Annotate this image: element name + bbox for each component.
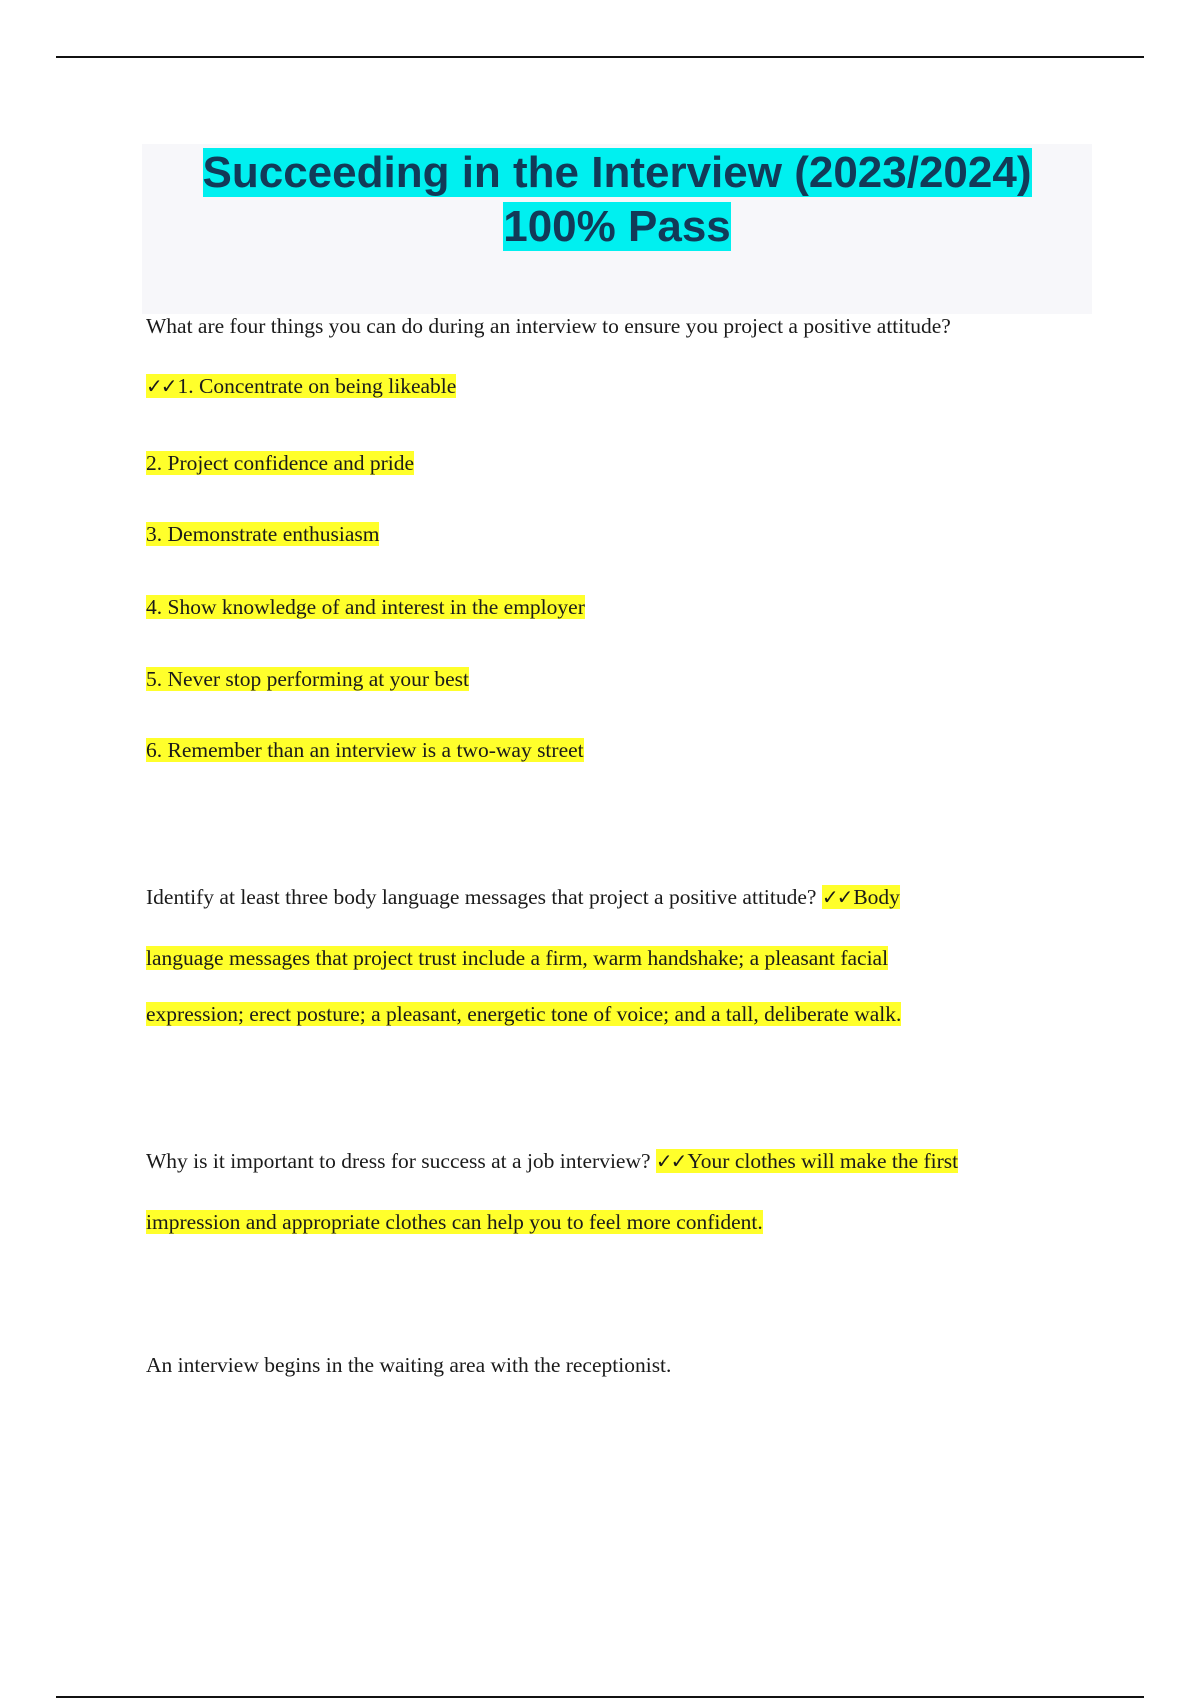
answer-1-item-1: ✓✓1. Concentrate on being likeable bbox=[146, 374, 457, 398]
double-check-icon: ✓✓ bbox=[146, 374, 176, 398]
answer-2-line-3: expression; erect posture; a pleasant, energetic tone of voice; and a tall, deliberate walk. bbox=[146, 1002, 902, 1026]
double-check-icon: ✓✓ bbox=[821, 885, 852, 909]
question-1: What are four things you can do during an interview to ensure you project a positive attitude? bbox=[146, 314, 951, 338]
question-3: Why is it important to dress for success at a job interview? ✓✓Your clothes will make the first bbox=[146, 1149, 959, 1173]
answer-1-item-6: 6. Remember than an interview is a two-way street bbox=[146, 738, 584, 762]
answer-1-item-3: 3. Demonstrate enthusiasm bbox=[146, 522, 380, 546]
title-block bbox=[142, 144, 1092, 314]
answer-1-item-5: 5. Never stop performing at your best bbox=[146, 667, 470, 691]
document-title-line-1: Succeeding in the Interview (2023/2024) bbox=[202, 148, 1032, 197]
document-title-line-2: 100% Pass bbox=[503, 202, 731, 251]
answer-1-item-4: 4. Show knowledge of and interest in the employer bbox=[146, 595, 585, 619]
footer-rule bbox=[56, 1696, 1144, 1698]
header-rule bbox=[56, 56, 1144, 58]
answer-3-line-2: impression and appropriate clothes can help you to feel more confident. bbox=[146, 1210, 763, 1234]
answer-1-item-2: 2. Project confidence and pride bbox=[146, 451, 415, 475]
question-2: Identify at least three body language messages that project a positive attitude? ✓✓Body bbox=[146, 885, 900, 909]
double-check-icon: ✓✓ bbox=[655, 1149, 686, 1173]
answer-2-line-2: language messages that project trust include a firm, warm handshake; a pleasant facial bbox=[146, 946, 889, 970]
statement-4: An interview begins in the waiting area with the receptionist. bbox=[146, 1353, 672, 1377]
